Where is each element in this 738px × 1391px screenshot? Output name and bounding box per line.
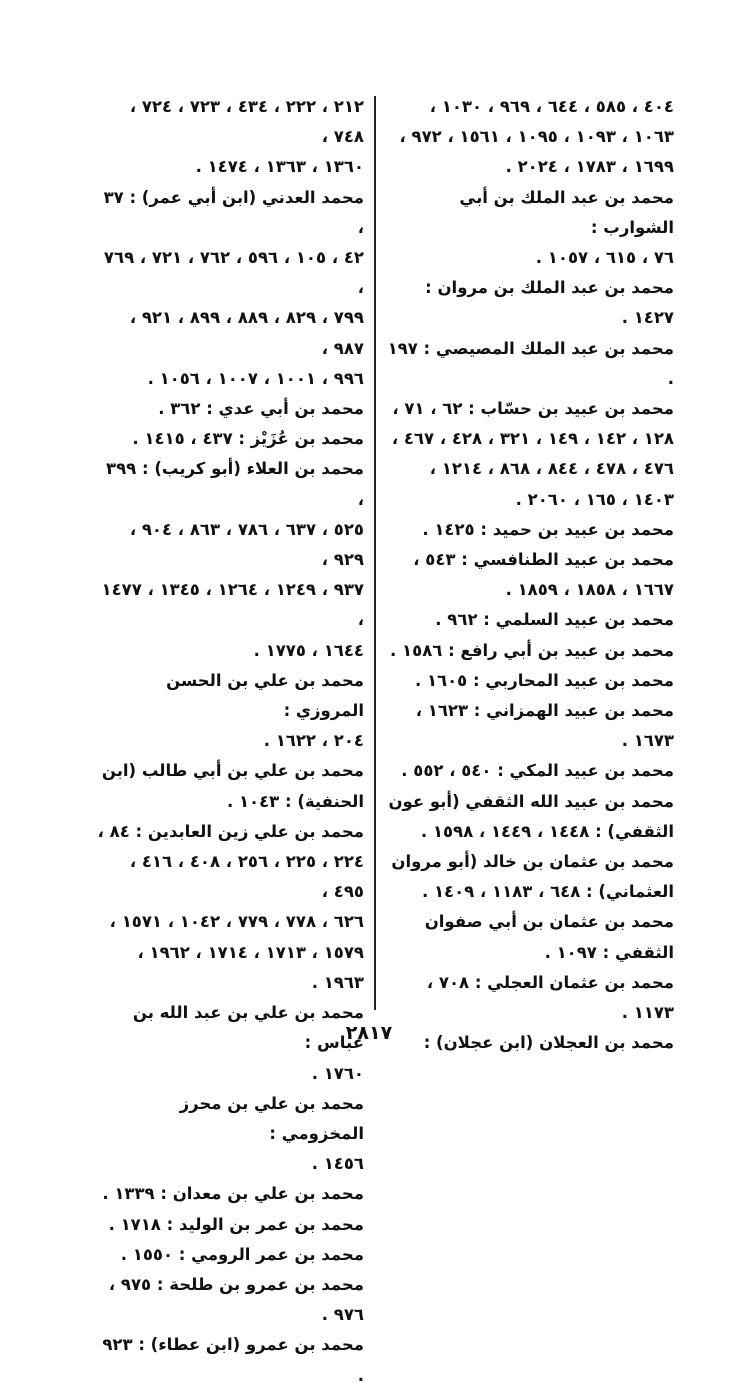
entry-line: محمد بن العجلان (ابن عجلان) :	[423, 1033, 674, 1053]
entry-line: ١٤٠٣ ، ١٦٥ ، ٢٠٦٠ .	[515, 489, 674, 509]
index-entry	[96, 666, 364, 757]
index-entry	[96, 424, 364, 454]
entry-line: ١١٧٣ .	[621, 1003, 674, 1023]
index-column-right	[384, 92, 674, 1059]
entry-line: محمد بن عبيد المكي : ٥٤٠ ، ٥٥٢ .	[401, 761, 674, 781]
entry-line: العثماني) : ٦٤٨ ، ١١٨٣ ، ١٤٠٩ .	[421, 882, 674, 902]
column-divider	[374, 96, 376, 1010]
entry-line: ١٢٨ ، ١٤٢ ، ١٤٩ ، ٣٢١ ، ٤٢٨ ، ٤٦٧ ،	[391, 429, 674, 449]
entry-line: محمد بن عمر بن الوليد : ١٧١٨ .	[108, 1214, 364, 1234]
index-entry	[384, 334, 674, 394]
entry-line: محمد بن علي بن أبي طالب (ابن	[101, 761, 364, 781]
entry-line: ١٣٦٠ ، ١٣٦٣ ، ١٤٧٤ .	[195, 157, 364, 177]
index-entry	[384, 273, 674, 333]
entry-line: ٦٢٦ ، ٧٧٨ ، ٧٧٩ ، ١٠٤٢ ، ١٥٧١ ،	[109, 912, 364, 932]
page-number: ٢٨١٧	[345, 1022, 393, 1044]
index-entry	[96, 1270, 364, 1330]
entry-line: ٩٩٦ ، ١٠٠١ ، ١٠٠٧ ، ١٠٥٦ .	[147, 368, 364, 388]
entry-line: محمد بن عبد الملك المصيصي : ١٩٧ .	[387, 338, 674, 388]
index-entry	[384, 968, 674, 1028]
index-column-left	[96, 92, 364, 1391]
entry-line: محمد بن علي بن محرز المخزومي :	[179, 1093, 364, 1143]
entry-line: محمد بن عبد الملك بن مروان :	[425, 278, 674, 298]
index-entry	[384, 696, 674, 756]
index-entry	[384, 92, 674, 183]
index-entry	[96, 817, 364, 998]
entry-line: ٢٠٤ ، ١٦٢٢ .	[263, 731, 364, 751]
entry-line: ١٦٦٧ ، ١٨٥٨ ، ١٨٥٩ .	[505, 580, 674, 600]
entry-line: ١٥٧٩ ، ١٧١٣ ، ١٧١٤ ، ١٩٦٢ ، ١٩٦٣ .	[137, 942, 364, 992]
entry-line: محمد بن العلاء (أبو كريب) : ٣٩٩ ،	[106, 459, 364, 509]
entry-line: ٧٩٩ ، ٨٢٩ ، ٨٨٩ ، ٨٩٩ ، ٩٢١ ، ٩٨٧ ،	[129, 308, 364, 358]
index-entry	[96, 756, 364, 816]
index-entry	[384, 545, 674, 605]
entry-line: ٤٢ ، ١٠٥ ، ٥٩٦ ، ٧٦٢ ، ٧٢١ ، ٧٦٩ ،	[103, 248, 364, 298]
entry-line: محمد بن عمرو بن طلحة : ٩٧٥ ،	[108, 1274, 364, 1294]
index-entry	[384, 666, 674, 696]
entry-line: محمد بن علي بن الحسن المروزي :	[166, 670, 364, 721]
entry-line: ٩٧٦ .	[321, 1305, 364, 1325]
index-entry	[96, 1210, 364, 1240]
entry-line: ١٦٧٣ .	[621, 731, 674, 751]
entry-line: ١٧٦٠ .	[311, 1063, 364, 1083]
index-entry	[384, 183, 674, 274]
entry-line: ١٠٦٣ ، ١٠٩٣ ، ١٠٩٥ ، ١٥٦١ ، ٩٧٢ ،	[399, 127, 674, 147]
entry-line: ١٦٩٩ ، ١٧٨٣ ، ٢٠٢٤ .	[505, 157, 674, 177]
index-entry	[384, 847, 674, 907]
entry-line: ٩٣٧ ، ١٢٤٩ ، ١٢٦٤ ، ١٣٤٥ ، ١٤٧٧ ،	[101, 580, 364, 630]
index-entry	[96, 1240, 364, 1270]
entry-line: محمد بن عبيد المحاربي : ١٦٠٥ .	[414, 670, 674, 690]
entry-line: الحنفية) : ١٠٤٣ .	[226, 791, 364, 811]
entry-line: محمد بن عبيد الطنافسي : ٥٤٣ ،	[413, 550, 674, 570]
entry-line: محمد بن عبد الملك بن أبي الشوارب :	[459, 187, 674, 237]
index-entry	[384, 907, 674, 967]
entry-line: محمد بن عبيد بن أبي رافع : ١٥٨٦ .	[390, 640, 674, 660]
entry-line: محمد بن عبيد الهمزاني : ١٦٢٣ ،	[415, 701, 674, 721]
entry-line: ٤٠٤ ، ٥٨٥ ، ٦٤٤ ، ٩٦٩ ، ١٠٣٠ ،	[429, 97, 674, 116]
index-entry	[96, 183, 364, 394]
entry-line: ٢١٢ ، ٢٢٢ ، ٤٣٤ ، ٧٢٣ ، ٧٢٤ ، ٧٤٨ ،	[129, 97, 364, 147]
entry-line: محمد بن عبيد بن حميد : ١٤٢٥ .	[422, 519, 674, 539]
entry-line: محمد بن عبيد السلمي : ٩٦٢ .	[435, 610, 674, 630]
entry-line: ١٤٢٧ .	[621, 308, 674, 328]
index-entry	[384, 515, 674, 545]
entry-line: محمد بن عثمان بن أبي صفوان	[424, 912, 674, 932]
entry-line: ٧٦ ، ٦١٥ ، ١٠٥٧ .	[535, 248, 674, 268]
index-entry	[384, 636, 674, 666]
entry-line: محمد بن علي بن معدان : ١٣٣٩ .	[102, 1184, 364, 1204]
index-entry	[96, 454, 364, 665]
entry-line: ٤٧٦ ، ٤٧٨ ، ٨٤٤ ، ٨٦٨ ، ١٢١٤ ،	[429, 459, 674, 479]
entry-line: محمد بن علي بن عبد الله بن عباس :	[132, 1003, 364, 1053]
index-entry	[96, 1330, 364, 1390]
entry-line: ١٦٤٤ ، ١٧٧٥ .	[253, 640, 364, 660]
entry-line: ٢٢٤ ، ٢٢٥ ، ٢٥٦ ، ٤٠٨ ، ٤١٦ ، ٤٩٥ ،	[129, 852, 364, 902]
entry-line: محمد بن علي زين العابدين : ٨٤ ،	[97, 821, 364, 841]
entry-line: ١٤٥٦ .	[311, 1154, 364, 1174]
entry-line: محمد بن أبي عدي : ٣٦٢ .	[158, 399, 364, 419]
index-entry	[384, 787, 674, 847]
entry-line: الثقفي) : ١٤٤٨ ، ١٤٤٩ ، ١٥٩٨ .	[420, 821, 674, 841]
index-entry	[96, 1179, 364, 1209]
index-entry	[96, 1089, 364, 1180]
index-entry	[96, 394, 364, 424]
entry-line: ٥٢٥ ، ٦٣٧ ، ٧٨٦ ، ٨٦٣ ، ٩٠٤ ، ٩٢٩ ،	[129, 519, 364, 570]
index-entry	[384, 756, 674, 786]
entry-line: محمد بن عثمان العجلي : ٧٠٨ ،	[426, 972, 674, 992]
index-entry	[96, 92, 364, 183]
entry-line: محمد العدني (ابن أبي عمر) : ٣٧ ،	[103, 187, 364, 237]
index-entry	[384, 394, 674, 515]
entry-line: محمد بن عُزَيْز : ٤٣٧ ، ١٤١٥ .	[132, 429, 364, 449]
entry-line: محمد بن عثمان بن خالد (أبو مروان	[391, 852, 674, 872]
entry-line: الثقفي : ١٠٩٧ .	[544, 942, 674, 962]
entry-line: محمد بن عمرو (ابن عطاء) : ٩٢٣ .	[102, 1335, 364, 1385]
entry-line: محمد بن عبيد الله الثقفي (أبو عون	[388, 791, 674, 811]
index-entry	[384, 605, 674, 635]
entry-line: محمد بن عبيد بن حسّاب : ٦٢ ، ٧١ ،	[392, 399, 674, 419]
entry-line: محمد بن عمر الرومي : ١٥٥٠ .	[120, 1244, 364, 1264]
